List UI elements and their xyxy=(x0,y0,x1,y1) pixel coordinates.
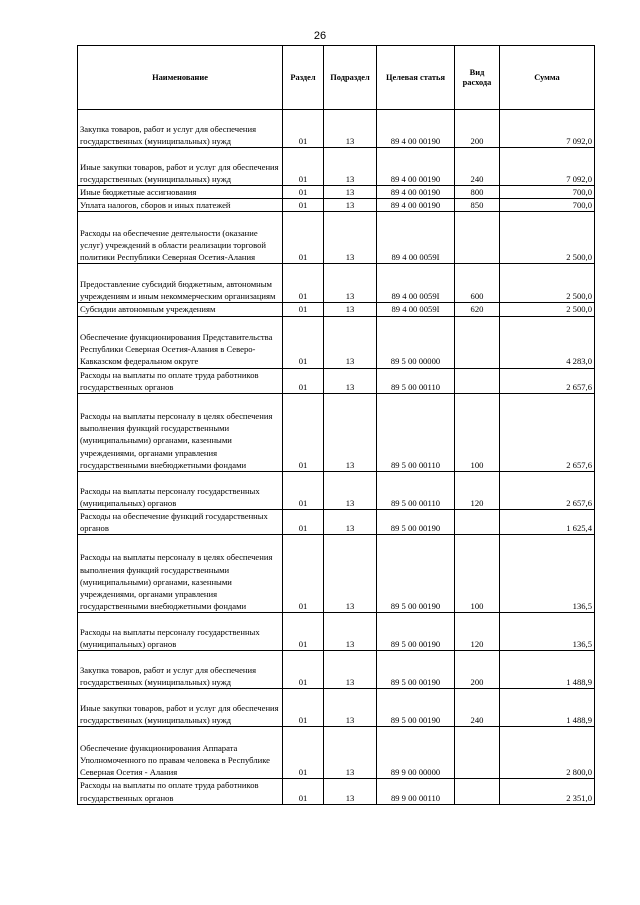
table-row xyxy=(78,199,595,212)
cell-name: Расходы на выплаты персоналу государственных (муниципальных) органов xyxy=(78,472,283,510)
cell-sum: 700,0 xyxy=(500,199,595,212)
cell-razdel: 01 xyxy=(283,199,324,212)
cell-razdel: 01 xyxy=(283,368,324,393)
cell-razdel: 01 xyxy=(283,186,324,199)
cell-sum: 2 500,0 xyxy=(500,212,595,264)
table-row xyxy=(78,368,595,393)
cell-name: Расходы на обеспечение деятельности (оказание услуг) учреждений в области реализации торговой политики Республики Северная Осетия-Алания xyxy=(78,212,283,264)
cell-podrazdel: 13 xyxy=(324,651,377,689)
cell-target: 89 4 00 0059I xyxy=(377,303,455,316)
cell-sum: 2 500,0 xyxy=(500,303,595,316)
cell-target: 89 5 00 00190 xyxy=(377,651,455,689)
cell-vid: 100 xyxy=(455,394,500,472)
cell-vid: 240 xyxy=(455,148,500,186)
cell-razdel: 01 xyxy=(283,212,324,264)
cell-podrazdel: 13 xyxy=(324,199,377,212)
cell-sum: 2 657,6 xyxy=(500,394,595,472)
table-row xyxy=(78,212,595,264)
table-row xyxy=(78,535,595,613)
cell-name: Иные закупки товаров, работ и услуг для обеспечения государственных (муниципальных) нужд xyxy=(78,689,283,727)
cell-vid xyxy=(455,510,500,535)
cell-vid: 850 xyxy=(455,199,500,212)
cell-razdel: 01 xyxy=(283,394,324,472)
table-row xyxy=(78,303,595,316)
cell-podrazdel: 13 xyxy=(324,212,377,264)
cell-target: 89 9 00 00110 xyxy=(377,779,455,804)
cell-podrazdel: 13 xyxy=(324,779,377,804)
cell-name: Обеспечение функционирования Представительства Республики Северная Осетия-Алания в Северо-Кавказском федеральном округе xyxy=(78,316,283,368)
cell-vid xyxy=(455,316,500,368)
table-row xyxy=(78,613,595,651)
cell-sum: 7 092,0 xyxy=(500,148,595,186)
cell-sum: 1 488,9 xyxy=(500,689,595,727)
cell-target: 89 5 00 00110 xyxy=(377,472,455,510)
cell-name: Закупка товаров, работ и услуг для обеспечения государственных (муниципальных) нужд xyxy=(78,110,283,148)
cell-target: 89 9 00 00000 xyxy=(377,727,455,779)
cell-razdel: 01 xyxy=(283,472,324,510)
cell-vid: 200 xyxy=(455,110,500,148)
cell-vid xyxy=(455,727,500,779)
cell-sum: 7 092,0 xyxy=(500,110,595,148)
cell-razdel: 01 xyxy=(283,316,324,368)
cell-sum: 2 500,0 xyxy=(500,264,595,303)
cell-name: Субсидии автономным учреждениям xyxy=(78,303,283,316)
cell-vid: 620 xyxy=(455,303,500,316)
cell-target: 89 4 00 00190 xyxy=(377,186,455,199)
table-row xyxy=(78,264,595,303)
cell-target: 89 5 00 00190 xyxy=(377,613,455,651)
cell-name: Иные бюджетные ассигнования xyxy=(78,186,283,199)
cell-name: Расходы на выплаты по оплате труда работников государственных органов xyxy=(78,368,283,393)
cell-razdel: 01 xyxy=(283,727,324,779)
column-header-vid: Вид расхода xyxy=(455,46,500,110)
cell-target: 89 5 00 00190 xyxy=(377,510,455,535)
cell-target: 89 4 00 0059I xyxy=(377,264,455,303)
cell-vid: 100 xyxy=(455,535,500,613)
cell-sum: 2 657,6 xyxy=(500,472,595,510)
table-row xyxy=(78,472,595,510)
cell-sum: 4 283,0 xyxy=(500,316,595,368)
cell-podrazdel: 13 xyxy=(324,186,377,199)
column-header-sum: Сумма xyxy=(500,46,595,110)
cell-sum: 2 351,0 xyxy=(500,779,595,804)
cell-vid xyxy=(455,212,500,264)
cell-name: Иные закупки товаров, работ и услуг для обеспечения государственных (муниципальных) нужд xyxy=(78,148,283,186)
cell-vid: 200 xyxy=(455,651,500,689)
column-header-razdel: Раздел xyxy=(283,46,324,110)
cell-podrazdel: 13 xyxy=(324,472,377,510)
cell-podrazdel: 13 xyxy=(324,316,377,368)
cell-target: 89 4 00 00190 xyxy=(377,148,455,186)
cell-target: 89 5 00 00000 xyxy=(377,316,455,368)
cell-sum: 1 488,9 xyxy=(500,651,595,689)
cell-target: 89 4 00 00190 xyxy=(377,110,455,148)
cell-target: 89 5 00 00190 xyxy=(377,535,455,613)
cell-name: Закупка товаров, работ и услуг для обеспечения государственных (муниципальных) нужд xyxy=(78,651,283,689)
cell-name: Расходы на выплаты персоналу государственных (муниципальных) органов xyxy=(78,613,283,651)
cell-name: Предоставление субсидий бюджетным, автономным учреждениям и иным некоммерческим организациям xyxy=(78,264,283,303)
cell-podrazdel: 13 xyxy=(324,368,377,393)
cell-name: Обеспечение функционирования Аппарата Уполномоченного по правам человека в Республике Северная Осетия - Алания xyxy=(78,727,283,779)
cell-sum: 2 800,0 xyxy=(500,727,595,779)
budget-table xyxy=(77,45,595,805)
cell-target: 89 5 00 00110 xyxy=(377,394,455,472)
cell-podrazdel: 13 xyxy=(324,613,377,651)
cell-target: 89 4 00 00190 xyxy=(377,199,455,212)
cell-razdel: 01 xyxy=(283,264,324,303)
cell-podrazdel: 13 xyxy=(324,510,377,535)
cell-podrazdel: 13 xyxy=(324,535,377,613)
column-header-name: Наименование xyxy=(78,46,283,110)
table-row xyxy=(78,727,595,779)
table-row xyxy=(78,110,595,148)
cell-razdel: 01 xyxy=(283,303,324,316)
cell-razdel: 01 xyxy=(283,689,324,727)
cell-razdel: 01 xyxy=(283,535,324,613)
table-row xyxy=(78,186,595,199)
cell-razdel: 01 xyxy=(283,779,324,804)
cell-vid: 120 xyxy=(455,472,500,510)
cell-vid: 800 xyxy=(455,186,500,199)
table-row xyxy=(78,689,595,727)
cell-razdel: 01 xyxy=(283,651,324,689)
cell-podrazdel: 13 xyxy=(324,689,377,727)
page-number: 26 xyxy=(313,30,327,42)
cell-vid xyxy=(455,779,500,804)
cell-vid: 600 xyxy=(455,264,500,303)
cell-vid xyxy=(455,368,500,393)
cell-sum: 136,5 xyxy=(500,613,595,651)
cell-sum: 1 625,4 xyxy=(500,510,595,535)
table-row xyxy=(78,779,595,804)
cell-razdel: 01 xyxy=(283,510,324,535)
cell-name: Расходы на выплаты по оплате труда работников государственных органов xyxy=(78,779,283,804)
cell-target: 89 5 00 00190 xyxy=(377,689,455,727)
cell-razdel: 01 xyxy=(283,148,324,186)
cell-name: Уплата налогов, сборов и иных платежей xyxy=(78,199,283,212)
cell-podrazdel: 13 xyxy=(324,110,377,148)
cell-target: 89 5 00 00110 xyxy=(377,368,455,393)
column-header-target: Целевая статья xyxy=(377,46,455,110)
cell-sum: 2 657,6 xyxy=(500,368,595,393)
table-row xyxy=(78,651,595,689)
cell-podrazdel: 13 xyxy=(324,303,377,316)
column-header-podrazdel: Подраздел xyxy=(324,46,377,110)
table-header-row xyxy=(78,46,595,110)
cell-razdel: 01 xyxy=(283,110,324,148)
table-row xyxy=(78,510,595,535)
cell-vid: 240 xyxy=(455,689,500,727)
cell-sum: 700,0 xyxy=(500,186,595,199)
cell-razdel: 01 xyxy=(283,613,324,651)
table-row xyxy=(78,394,595,472)
cell-vid: 120 xyxy=(455,613,500,651)
table-body xyxy=(78,110,595,805)
cell-podrazdel: 13 xyxy=(324,264,377,303)
cell-name: Расходы на обеспечение функций государственных органов xyxy=(78,510,283,535)
cell-sum: 136,5 xyxy=(500,535,595,613)
table-row xyxy=(78,148,595,186)
cell-podrazdel: 13 xyxy=(324,148,377,186)
cell-podrazdel: 13 xyxy=(324,727,377,779)
cell-name: Расходы на выплаты персоналу в целях обеспечения выполнения функций государственными (муниципальными) органами, казенными учреждениями, органами управления государственными внебюджетными фондами xyxy=(78,535,283,613)
table-row xyxy=(78,316,595,368)
cell-target: 89 4 00 0059I xyxy=(377,212,455,264)
cell-name: Расходы на выплаты персоналу в целях обеспечения выполнения функций государственными (муниципальными) органами, казенными учреждениями, органами управления государственными внебюджетными фондами xyxy=(78,394,283,472)
cell-podrazdel: 13 xyxy=(324,394,377,472)
